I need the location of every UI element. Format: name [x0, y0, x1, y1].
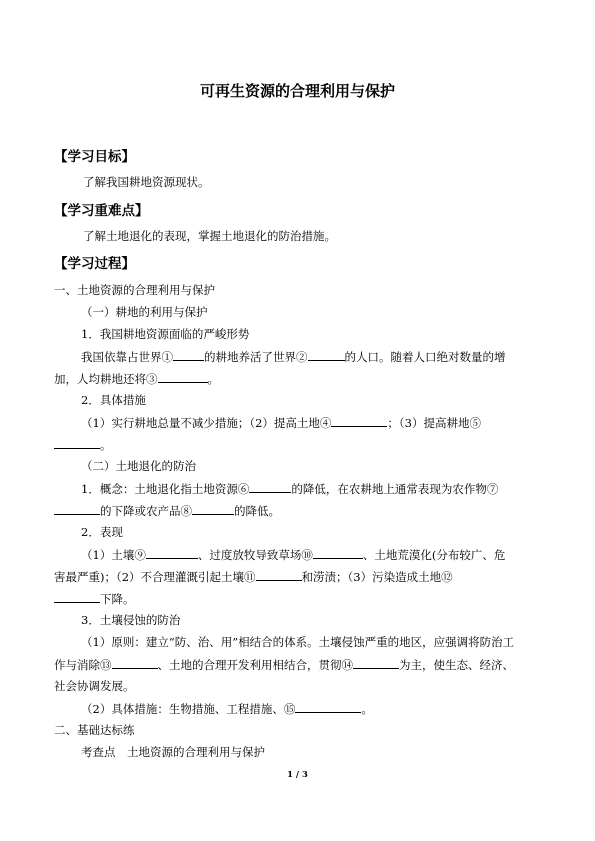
- learning-process-heading: 【学习过程】: [54, 256, 135, 272]
- blank-3: [158, 370, 208, 383]
- paragraph-line: 的下降或农产品⑧ 的降低。: [54, 502, 280, 519]
- page-number: 1 / 3: [287, 770, 308, 780]
- item-1-heading: 1．我国耕地资源面临的严峻形势: [81, 327, 250, 341]
- blank-1: [173, 348, 204, 361]
- key-points-heading: 【学习重难点】: [54, 203, 149, 219]
- paragraph-line: 加，人均耕地还将③ 。: [54, 372, 219, 386]
- blank-8: [192, 502, 234, 515]
- exam-point-line: 考查点 土地资源的合理利用与保护: [81, 745, 265, 759]
- item-3-heading: 3．土壤侵蚀的防治: [81, 613, 181, 627]
- blank-12: [54, 590, 100, 603]
- paragraph-line: （1）土壤⑨ 、过度放牧导致草场⑩ 、土地荒漠化(分布较广、危: [81, 548, 506, 562]
- learning-goal-heading: 【学习目标】: [54, 149, 135, 165]
- paragraph-line: （2）具体措施：生物措施、工程措施、⑮ 。: [81, 702, 373, 716]
- section-two-heading: 二、基础达标练: [54, 723, 135, 737]
- blank-15: [295, 700, 361, 713]
- page-title: 可再生资源的合理利用与保护: [199, 82, 395, 100]
- blank-4: [331, 414, 387, 427]
- learning-goal-text: 了解我国耕地资源现状。: [83, 175, 210, 189]
- paragraph-line: 作与消除⑬ 、土地的合理开发利用相结合，贯彻⑭ 为主，使生态、经济、: [54, 658, 514, 672]
- paragraph-line: 我国依靠占世界① 的耕地养活了世界② 的人口。随着人口绝对数量的增: [81, 350, 506, 364]
- paragraph-line: （1）实行耕地总量不减少措施；（2）提高土地④ ；（3）提高耕地⑤: [81, 416, 481, 430]
- subsection-one-heading: （一）耕地的利用与保护: [81, 305, 208, 319]
- blank-11: [256, 568, 302, 581]
- paragraph-line: 。: [54, 436, 112, 453]
- paragraph-line: 害最严重)；（2）不合理灌溉引起土壤⑪ 和涝渍；（3）污染造成土地⑫: [54, 570, 453, 584]
- paragraph-line: 下降。: [54, 590, 135, 607]
- blank-6: [249, 480, 291, 493]
- blank-14: [353, 656, 399, 669]
- paragraph-line: （1）原则：建立“防、治、用”相结合的体系。土壤侵蚀严重的地区，应强调将防治工: [81, 635, 515, 649]
- paragraph-line: 社会协调发展。: [54, 679, 135, 693]
- blank-9: [146, 546, 198, 559]
- section-one-heading: 一、土地资源的合理利用与保护: [54, 283, 215, 297]
- blank-2: [308, 348, 345, 361]
- subsection-two-heading: （二）土地退化的防治: [81, 459, 196, 473]
- blank-5: [54, 436, 100, 449]
- paragraph-line: 1．概念：土地退化指土地资源⑥ 的降低，在农耕地上通常表现为农作物⑦: [81, 482, 499, 496]
- blank-13: [112, 656, 158, 669]
- item-2-heading: 2．具体措施: [81, 393, 146, 407]
- blank-10: [313, 546, 363, 559]
- key-points-text: 了解土地退化的表现，掌握土地退化的防治措施。: [83, 229, 336, 243]
- item-2b-heading: 2．表现: [81, 525, 123, 539]
- blank-7: [54, 502, 100, 515]
